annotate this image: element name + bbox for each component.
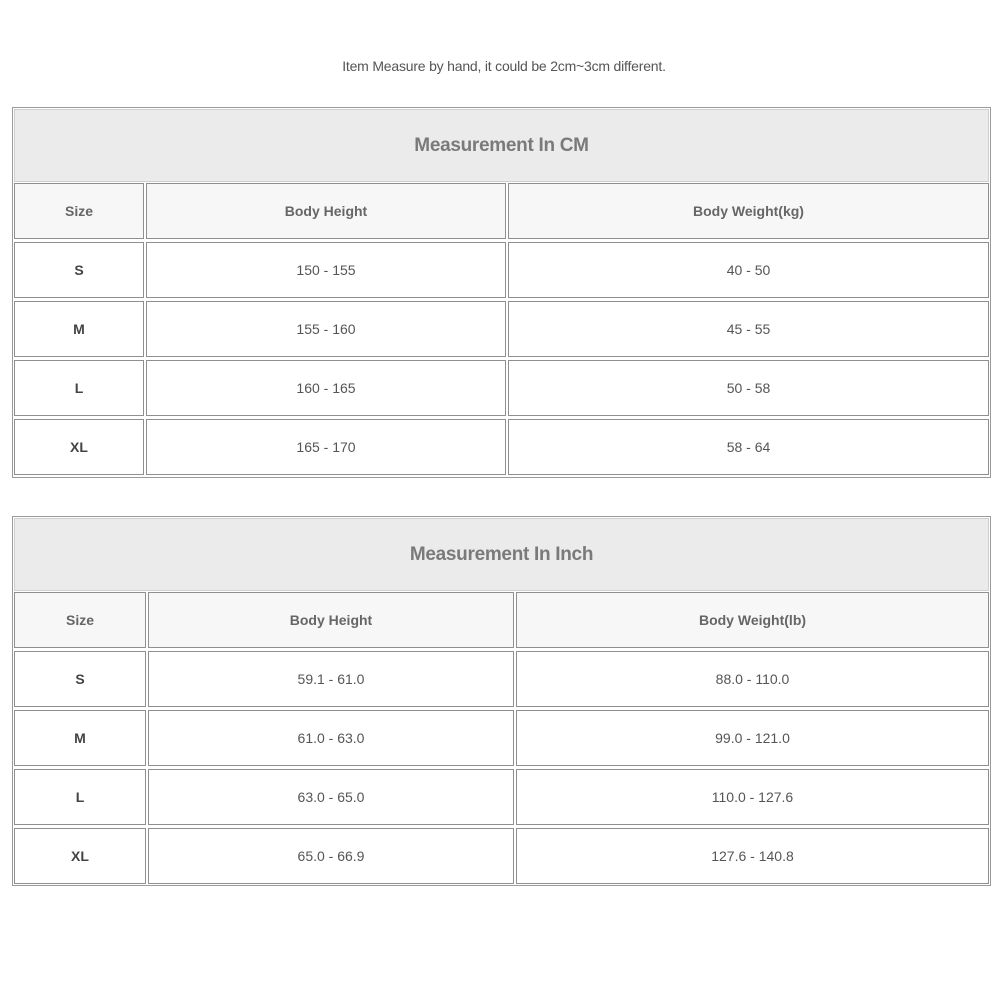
table-row xyxy=(14,301,989,357)
weight-cell: 45 - 55 xyxy=(508,301,989,357)
height-cell: 150 - 155 xyxy=(146,242,506,298)
table-header-row xyxy=(14,183,989,239)
header-body-weight: Body Weight(kg) xyxy=(508,183,989,239)
height-cell: 63.0 - 65.0 xyxy=(148,769,514,825)
table-row xyxy=(14,242,989,298)
weight-cell: 99.0 - 121.0 xyxy=(516,710,989,766)
table-title: Measurement In CM xyxy=(14,109,989,182)
size-cell: S xyxy=(14,651,146,707)
table-row xyxy=(14,651,989,707)
weight-cell: 50 - 58 xyxy=(508,360,989,416)
header-body-height: Body Height xyxy=(148,592,514,648)
header-size: Size xyxy=(14,592,146,648)
header-size: Size xyxy=(14,183,144,239)
height-cell: 165 - 170 xyxy=(146,419,506,475)
table-title: Measurement In Inch xyxy=(14,518,989,591)
weight-cell: 127.6 - 140.8 xyxy=(516,828,989,884)
table-row xyxy=(14,828,989,884)
measurement-note: Item Measure by hand, it could be 2cm~3cm different. xyxy=(342,58,666,74)
size-table-cm xyxy=(12,107,991,478)
height-cell: 155 - 160 xyxy=(146,301,506,357)
table-row xyxy=(14,360,989,416)
table-row xyxy=(14,710,989,766)
size-cell: XL xyxy=(14,419,144,475)
height-cell: 59.1 - 61.0 xyxy=(148,651,514,707)
size-cell: M xyxy=(14,301,144,357)
weight-cell: 110.0 - 127.6 xyxy=(516,769,989,825)
table-row xyxy=(14,419,989,475)
size-cell: M xyxy=(14,710,146,766)
height-cell: 61.0 - 63.0 xyxy=(148,710,514,766)
size-table-inch xyxy=(12,516,991,886)
size-cell: L xyxy=(14,360,144,416)
table-row xyxy=(14,769,989,825)
header-body-weight: Body Weight(lb) xyxy=(516,592,989,648)
weight-cell: 40 - 50 xyxy=(508,242,989,298)
weight-cell: 58 - 64 xyxy=(508,419,989,475)
size-cell: L xyxy=(14,769,146,825)
size-cell: S xyxy=(14,242,144,298)
header-body-height: Body Height xyxy=(146,183,506,239)
table-header-row xyxy=(14,592,989,648)
weight-cell: 88.0 - 110.0 xyxy=(516,651,989,707)
height-cell: 65.0 - 66.9 xyxy=(148,828,514,884)
height-cell: 160 - 165 xyxy=(146,360,506,416)
size-cell: XL xyxy=(14,828,146,884)
